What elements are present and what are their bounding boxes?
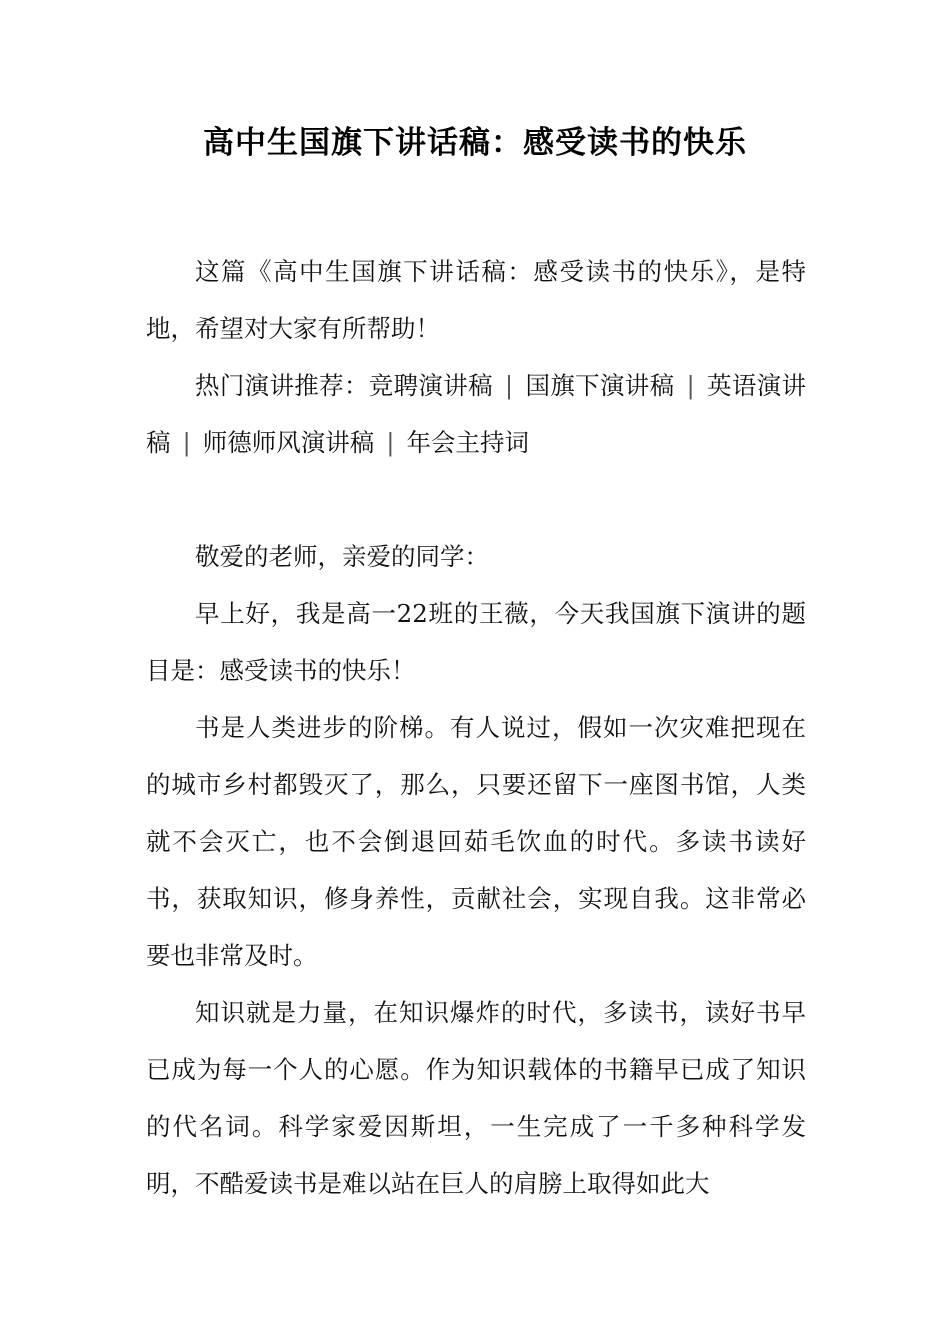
link-english-speech[interactable]: 英语演讲稿 [146,371,807,457]
body-paragraph-3: 知识就是力量，在知识爆炸的时代，多读书，读好书早已成为每一个人的心愿。作为知识载体的书籍早已成了知识的代名词。科学家爱因斯坦，一生完成了一千多种科学发明，不酷爱读书是难以站在巨人的肩膀上取得如此大 [146,998,806,1198]
body-paragraph-2: 书是人类进步的阶梯。有人说过，假如一次灾难把现在的城市乡村都毁灭了，那么，只要还留下一座图书馆，人类就不会灭亡，也不会倒退回茹毛饮血的时代。多读书读好书，获取知识，修身养性，贡献社会，实现自我。这非常必要也非常及时。 [146,713,806,970]
page-title: 高中生国旗下讲话稿：感受读书的快乐 [203,125,747,161]
separator: | [182,428,191,457]
recommend-paragraph [146,357,806,471]
document-body [146,243,806,1212]
intro-paragraph: 这篇《高中生国旗下讲话稿：感受读书的快乐》，是特地，希望对大家有所帮助！ [146,257,806,343]
separator: | [686,371,695,400]
body-paragraph-1: 早上好，我是高一22班的王薇，今天我国旗下演讲的题目是：感受读书的快乐！ [146,599,806,685]
link-competition-speech[interactable]: 竞聘演讲稿 [368,371,493,400]
recommend-label: 热门演讲推荐： [195,371,369,400]
greeting-paragraph: 敬爱的老师，亲爱的同学： [195,542,489,571]
link-annual-host-script[interactable]: 年会主持词 [406,428,530,457]
separator: | [386,428,395,457]
separator: | [504,371,514,400]
link-teacher-ethics-speech[interactable]: 师德师风演讲稿 [202,428,375,457]
link-flag-speech[interactable]: 国旗下演讲稿 [525,371,675,400]
